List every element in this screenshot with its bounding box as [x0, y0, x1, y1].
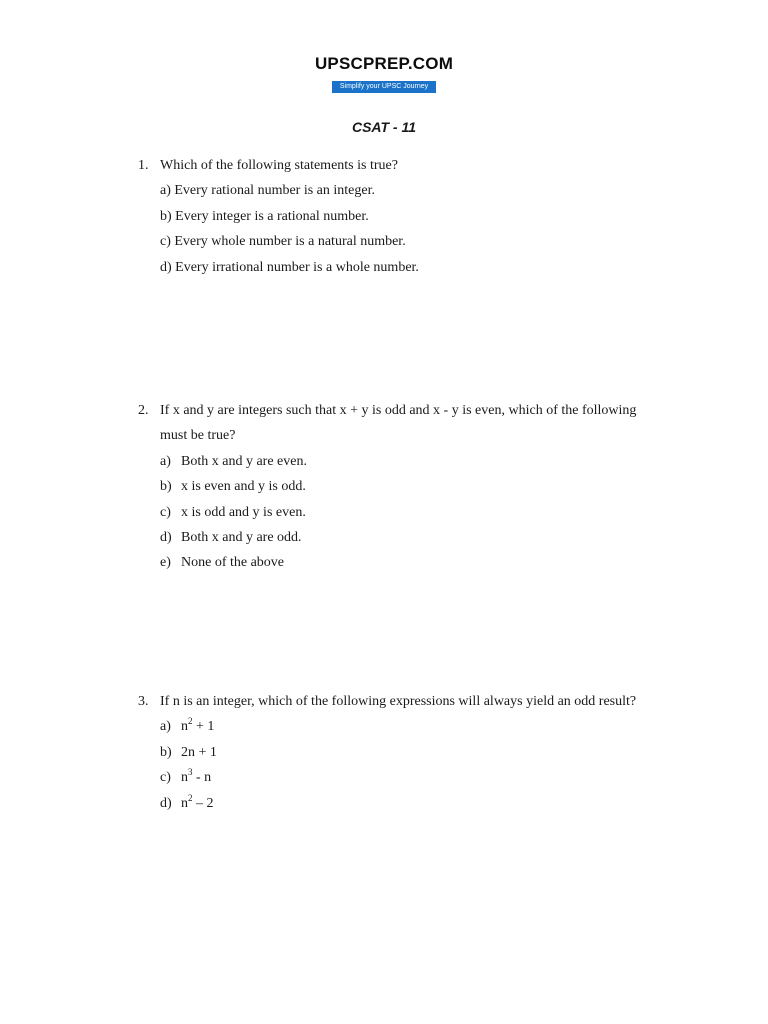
question-number: 3. — [138, 694, 149, 709]
expr-rest: – 2 — [192, 795, 214, 811]
option-a — [160, 449, 658, 474]
expr-base: n — [181, 795, 188, 811]
option-c: c) Every whole number is a natural number. — [160, 234, 406, 250]
expr-base: 2n + 1 — [181, 744, 217, 760]
expr-exponent: 3 — [188, 767, 193, 778]
option-b — [160, 474, 658, 499]
option-d — [160, 525, 658, 550]
expr-exponent: 2 — [188, 716, 193, 727]
option-letter: c) — [160, 770, 171, 786]
option-text: x is even and y is odd. — [181, 479, 306, 495]
option-e — [160, 550, 658, 575]
option-b — [160, 740, 658, 765]
option-expression — [181, 765, 211, 790]
option-text: Both x and y are odd. — [181, 530, 302, 546]
brand-name: UPSCPREP.COM — [314, 54, 454, 73]
question-1 — [138, 153, 658, 280]
question-text: Which of the following statements is true? — [160, 158, 398, 173]
option-b: b) Every integer is a rational number. — [160, 208, 369, 224]
option-letter: b) — [160, 479, 172, 495]
option-c — [160, 500, 658, 525]
document-title: CSAT - 11 — [351, 119, 417, 135]
question-3 — [138, 689, 658, 816]
expr-base: n — [181, 770, 188, 786]
option-letter: a) — [160, 453, 171, 469]
option-text: x is odd and y is even. — [181, 504, 306, 520]
question-text: If n is an integer, which of the following expressions will always yield an odd result? — [160, 694, 637, 709]
option-list — [138, 178, 658, 280]
brand-logo — [0, 53, 768, 93]
brand-tagline: Simplify your UPSC Journey — [332, 81, 436, 93]
option-list — [138, 449, 658, 576]
expr-exponent: 2 — [188, 792, 193, 803]
option-expression — [181, 791, 214, 816]
option-d: d) Every irrational number is a whole number. — [160, 259, 419, 275]
option-text: None of the above — [181, 555, 285, 571]
option-a — [160, 714, 658, 739]
option-expression — [181, 740, 217, 765]
option-letter: d) — [160, 530, 172, 546]
option-letter: d) — [160, 795, 172, 811]
option-letter: e) — [160, 555, 171, 571]
option-letter: b) — [160, 744, 172, 760]
option-text: Both x and y are even. — [181, 453, 307, 469]
option-list — [138, 714, 658, 816]
option-c — [160, 765, 658, 790]
question-text: If x and y are integers such that x + y is odd and x - y is even, which of the following must be true? — [160, 403, 637, 444]
question-2 — [138, 398, 658, 576]
question-number: 2. — [138, 403, 149, 418]
option-letter: c) — [160, 504, 171, 520]
expr-base: n — [181, 719, 188, 735]
option-expression — [181, 714, 214, 739]
expr-rest: + 1 — [192, 719, 215, 735]
option-a: a) Every rational number is an integer. — [160, 183, 375, 199]
option-letter: a) — [160, 719, 171, 735]
expr-rest: - n — [192, 770, 212, 786]
option-d — [160, 791, 658, 816]
question-number: 1. — [138, 158, 149, 173]
